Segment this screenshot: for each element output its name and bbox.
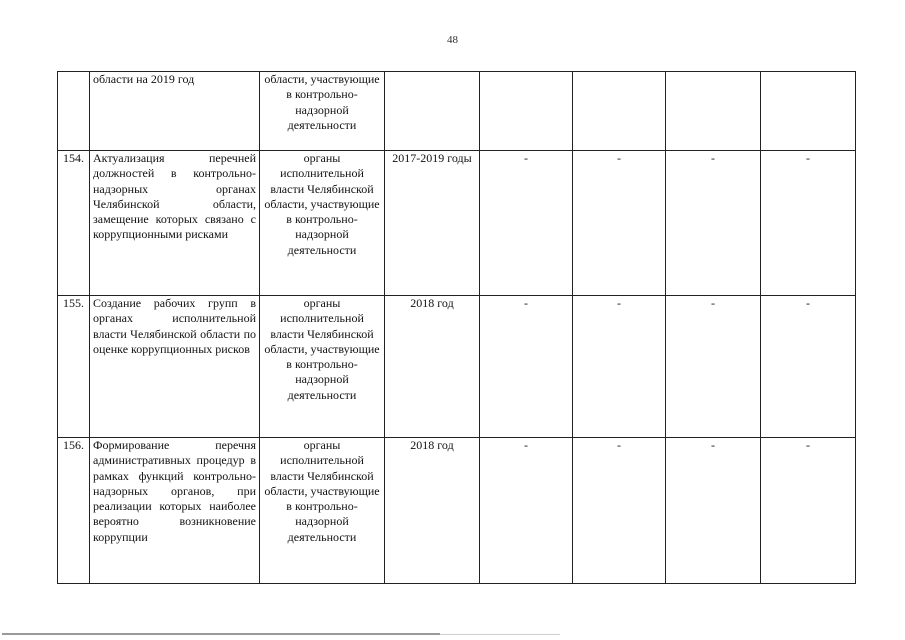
table-row <box>58 438 856 584</box>
measures-table <box>57 71 856 584</box>
scan-edge-line <box>2 633 440 635</box>
measure-description: Создание рабочих групп в органах исполнительной власти Челябинской области по оценке коррупционных рисков <box>90 296 260 438</box>
term-cell: 2017-2019 годы <box>385 151 480 296</box>
table-row <box>58 72 856 151</box>
row-number: 155. <box>58 296 90 438</box>
table-row <box>58 151 856 296</box>
funding-cell: - <box>666 151 761 296</box>
funding-cell <box>761 72 856 151</box>
funding-cell <box>480 72 573 151</box>
measure-description: области на 2019 год <box>90 72 260 151</box>
row-number: 156. <box>58 438 90 584</box>
funding-cell: - <box>761 438 856 584</box>
funding-cell <box>666 72 761 151</box>
term-cell: 2018 год <box>385 438 480 584</box>
executors-cell: органы исполнительной власти Челябинской области, участвующие в контрольно-надзорной деятельности <box>260 296 385 438</box>
executors-cell: органы исполнительной власти Челябинской области, участвующие в контрольно-надзорной деятельности <box>260 438 385 584</box>
funding-cell: - <box>480 438 573 584</box>
table-row <box>58 296 856 438</box>
page-number: 48 <box>447 34 458 46</box>
funding-cell: - <box>573 151 666 296</box>
executors-cell: области, участвующие в контрольно-надзорной деятельности <box>260 72 385 151</box>
funding-cell: - <box>761 151 856 296</box>
row-number: 154. <box>58 151 90 296</box>
funding-cell: - <box>573 296 666 438</box>
funding-cell <box>573 72 666 151</box>
measure-description: Актуализация перечней должностей в контрольно-надзорных органах Челябинской области, замещение которых связано с коррупционными рисками <box>90 151 260 296</box>
funding-cell: - <box>666 296 761 438</box>
term-cell <box>385 72 480 151</box>
funding-cell: - <box>761 296 856 438</box>
funding-cell: - <box>480 296 573 438</box>
term-cell: 2018 год <box>385 296 480 438</box>
funding-cell: - <box>666 438 761 584</box>
funding-cell: - <box>480 151 573 296</box>
funding-cell: - <box>573 438 666 584</box>
executors-cell: органы исполнительной власти Челябинской области, участвующие в контрольно-надзорной деятельности <box>260 151 385 296</box>
measure-description: Формирование перечня административных процедур в рамках функций контрольно-надзорных органов, при реализации которых наиболее вероятно возникновение коррупции <box>90 438 260 584</box>
scan-edge-line <box>440 634 560 635</box>
row-number <box>58 72 90 151</box>
